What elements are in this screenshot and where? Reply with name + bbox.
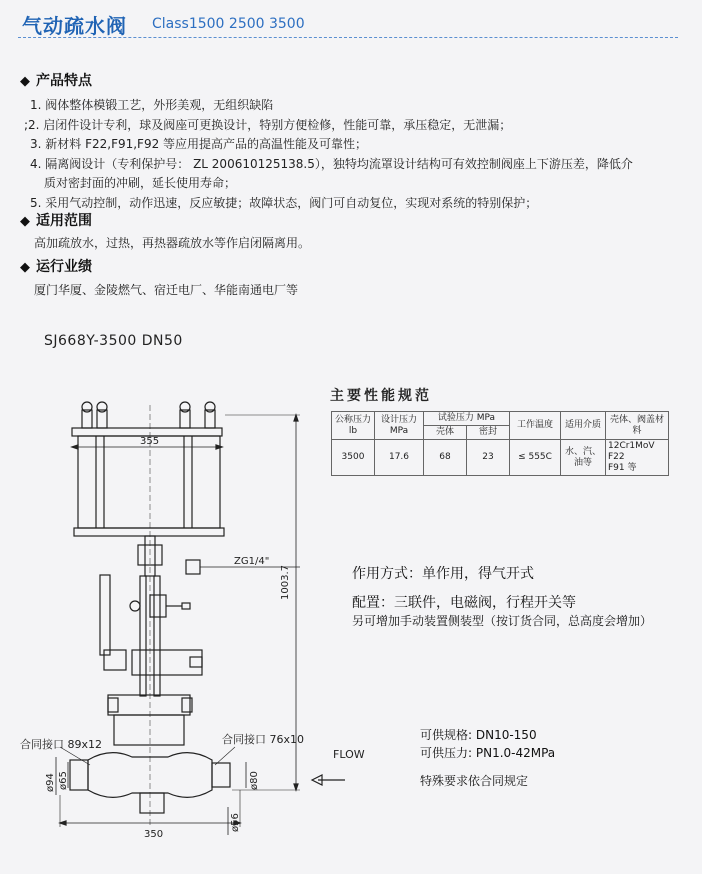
scope-heading-label: 适用范围	[36, 213, 92, 229]
features-heading-label: 产品特点	[36, 73, 92, 89]
dim-height: 1003.7	[280, 565, 291, 600]
model-number: SJ668Y-3500 DN50	[44, 333, 183, 349]
scope-text: 高加疏放水，过热，再热器疏放水等作启闭隔离用。	[34, 236, 311, 250]
page-subtitle: Class1500 2500 3500	[152, 16, 305, 32]
th-temp: 工作温度	[510, 412, 561, 440]
actuator-top-plate	[72, 428, 222, 436]
dim-d56: ø56	[230, 813, 241, 832]
feature-item-2: ;2. 启闭件设计专利，球及阀座可更换设计，特别方便检修，性能可靠，承压稳定，无泄漏；	[24, 118, 512, 132]
dim-d94: ø94	[45, 773, 56, 792]
diamond-icon: ◆	[20, 260, 30, 275]
th-medium: 适用介质	[561, 412, 606, 440]
cell-shell: 68	[424, 440, 467, 476]
operation-note: 另可增加手动装置侧装型（按订货合同，总高度会增加）	[352, 614, 653, 628]
left-port-stub	[70, 760, 88, 790]
flow-label: FLOW	[333, 748, 365, 761]
available-sizes: 可供规格: DN10-150	[420, 728, 537, 742]
th-seal: 密封	[467, 426, 510, 440]
right-port-stub	[212, 763, 230, 787]
dim-355: 355	[140, 436, 160, 447]
performance-heading-label: 运行业绩	[36, 259, 92, 275]
cell-medium: 水、汽、 油等	[561, 440, 606, 476]
feature-item-1: 1. 阀体整体模锻工艺，外形美观，无组织缺陷	[30, 98, 274, 112]
th-material: 壳体、阀盖材料	[606, 412, 669, 440]
dim-d80: ø80	[249, 771, 260, 790]
cell-design: 17.6	[375, 440, 424, 476]
dim-d65: ø65	[58, 771, 69, 790]
cell-temp: ≤ 555C	[510, 440, 561, 476]
top-bolt	[82, 402, 215, 428]
cell-seal: 23	[467, 440, 510, 476]
spec-title: 主要性能规范	[330, 388, 432, 404]
flow-arrow	[312, 775, 345, 785]
title-divider	[18, 37, 678, 38]
feature-item-4-cont: 质对密封面的冲刷，延长使用寿命；	[44, 176, 237, 190]
performance-heading	[20, 256, 92, 276]
feature-item-4: 4. 隔离阀设计（专利保护号： ZL 200610125138.5），独特均流罩设计结构可有效控制阀座上下游压差，降低介	[30, 157, 633, 171]
zg-label: ZG1/4"	[234, 556, 270, 567]
cell-material: 12Cr1MoV F22 F91 等	[606, 440, 669, 476]
cell-nominal: 3500	[332, 440, 375, 476]
diamond-icon: ◆	[20, 74, 30, 89]
zg-port	[186, 560, 200, 574]
performance-text: 厦门华厦、金陵燃气、宿迁电厂、华能南通电厂等	[34, 283, 299, 297]
available-pressure: 可供压力: PN1.0-42MPa	[420, 746, 556, 760]
diamond-icon: ◆	[20, 214, 30, 229]
actuator-cylinder	[78, 436, 220, 528]
left-port-label: 合同接口 89x12	[20, 738, 103, 751]
spec-table	[331, 411, 669, 476]
operation-config: 配置：三联件，电磁阀，行程开关等	[352, 595, 576, 611]
actuator-bottom-plate	[74, 528, 224, 536]
th-shell: 壳体	[424, 426, 467, 440]
dim-350: 350	[144, 829, 164, 840]
feature-item-5: 5. 采用气动控制，动作迅速，反应敏捷；故障状态，阀门可自动复位，实现对系统的特别保护；	[30, 196, 538, 210]
features-heading	[20, 70, 92, 90]
th-test: 试验压力 MPa	[424, 412, 510, 426]
th-nominal: 公称压力 lb	[332, 412, 375, 440]
special-requirements: 特殊要求依合同规定	[420, 774, 529, 788]
page-title: 气动疏水阀	[22, 14, 127, 38]
right-port-label: 合同接口 76x10	[222, 733, 305, 746]
feature-item-3: 3. 新材料 F22,F91,F92 等应用提高产品的高温性能及可靠性；	[30, 137, 368, 151]
operation-mode: 作用方式：单作用，得气开式	[352, 566, 534, 582]
scope-heading	[20, 210, 92, 230]
th-design: 设计压力 MPa	[375, 412, 424, 440]
